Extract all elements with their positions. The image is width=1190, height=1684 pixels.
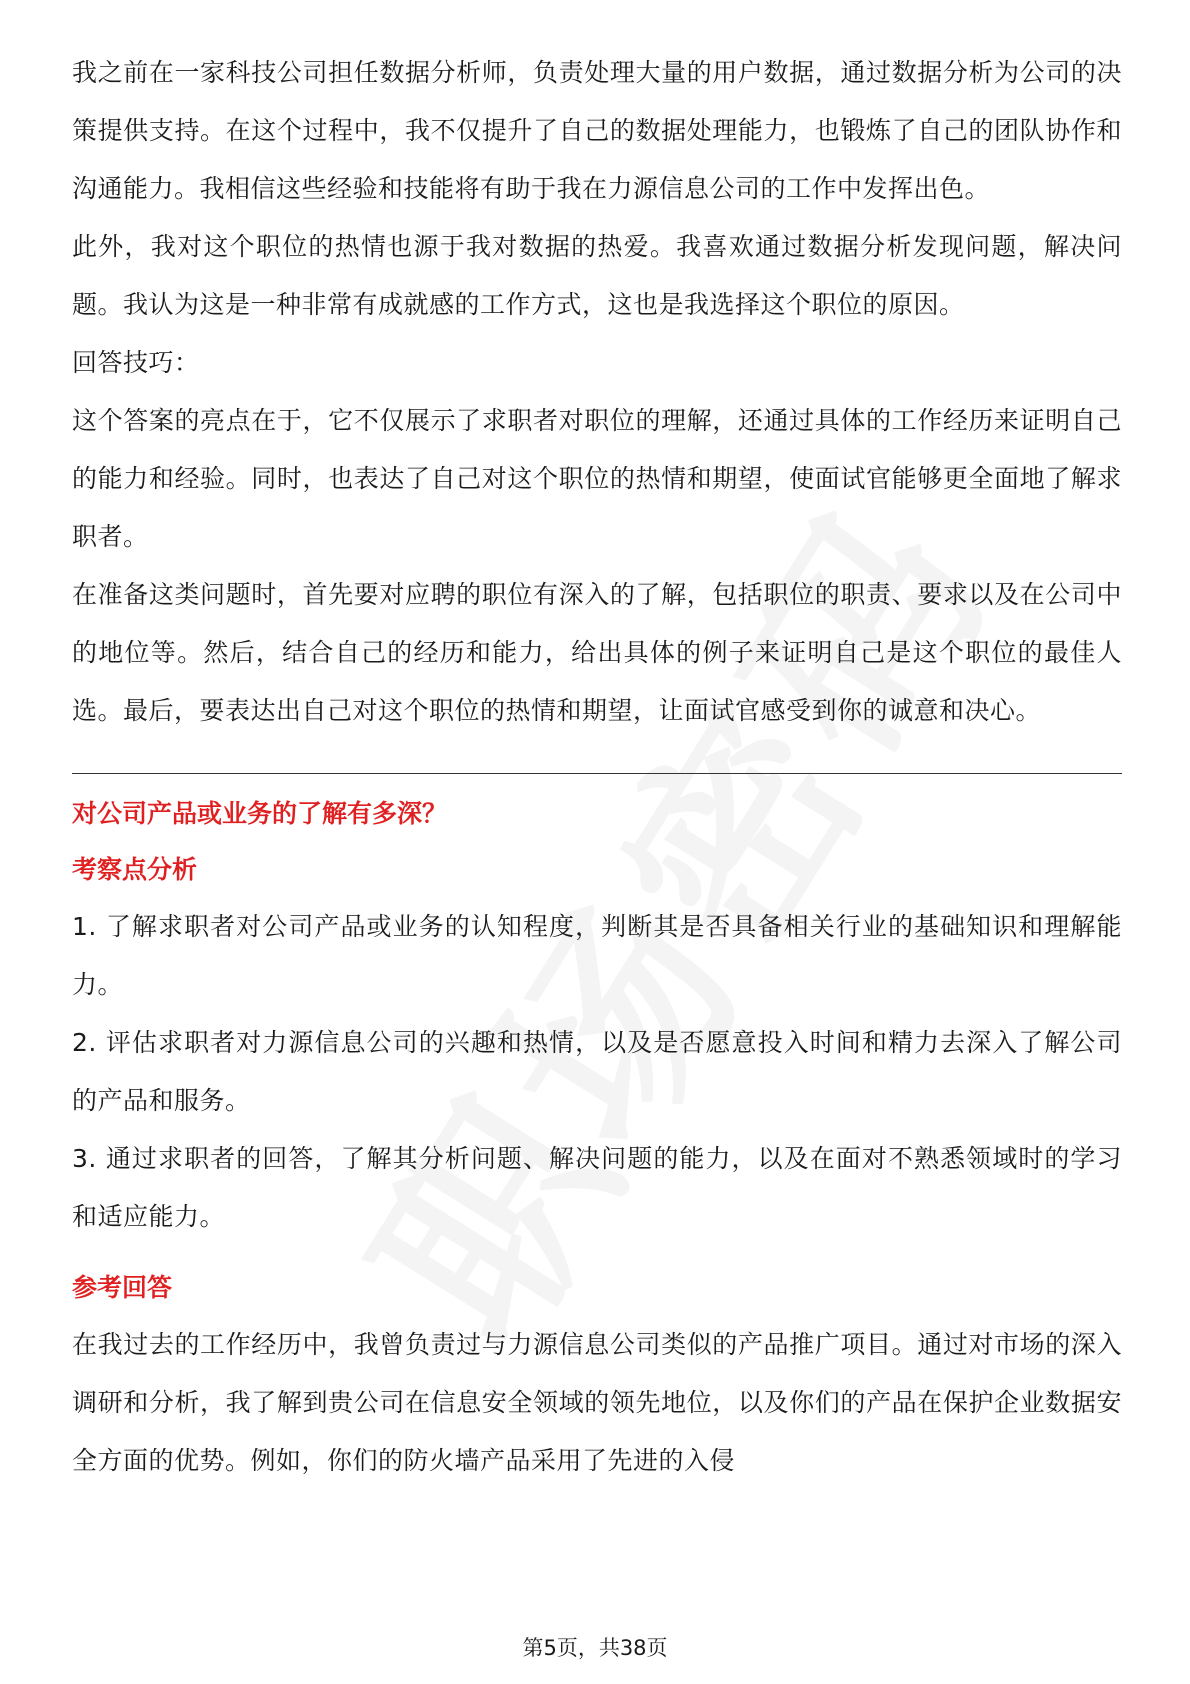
analysis-point-1: 1. 了解求职者对公司产品或业务的认知程度，判断其是否具备相关行业的基础知识和理解能力。 (72, 912, 1122, 999)
tips-label: 回答技巧： (72, 348, 200, 377)
analysis-point-3: 3. 通过求职者的回答，了解其分析问题、解决问题的能力，以及在面对不熟悉领域时的学习和适应能力。 (72, 1144, 1122, 1231)
analysis-heading: 考察点分析 (72, 855, 198, 884)
answer-paragraph: 在我过去的工作经历中，我曾负责过与力源信息公司类似的产品推广项目。通过对市场的深入调研和分析，我了解到贵公司在信息安全领域的领先地位，以及你们的产品在保护企业数据安全方面的优势。例如，你们的防火墙产品采用了先进的入侵 (72, 1330, 1122, 1475)
paragraph-passion: 此外，我对这个职位的热情也源于我对数据的热爱。我喜欢通过数据分析发现问题，解决问题。我认为这是一种非常有成就感的工作方式，这也是我选择这个职位的原因。 (72, 232, 1122, 319)
paragraph-experience: 我之前在一家科技公司担任数据分析师，负责处理大量的用户数据，通过数据分析为公司的决策提供支持。在这个过程中，我不仅提升了自己的数据处理能力，也锻炼了自己的团队协作和沟通能力。我相信这些经验和技能将有助于我在力源信息公司的工作中发挥出色。 (72, 58, 1122, 203)
document-page (72, 44, 1122, 1490)
page-footer: 第5页，共38页 (522, 1636, 668, 1660)
answer-heading: 参考回答 (72, 1273, 173, 1302)
analysis-point-2: 2. 评估求职者对力源信息公司的兴趣和热情，以及是否愿意投入时间和精力去深入了解公司的产品和服务。 (72, 1028, 1122, 1115)
paragraph-tips-preparation: 在准备这类问题时，首先要对应聘的职位有深入的了解，包括职位的职责、要求以及在公司中的地位等。然后，结合自己的经历和能力，给出具体的例子来证明自己是这个职位的最佳人选。最后，要表达出自己对这个职位的热情和期望，让面试官感受到你的诚意和决心。 (72, 580, 1122, 725)
section-divider (72, 773, 1122, 774)
paragraph-tips-highlight: 这个答案的亮点在于，它不仅展示了求职者对职位的理解，还通过具体的工作经历来证明自己的能力和经验。同时，也表达了自己对这个职位的热情和期望，使面试官能够更全面地了解求职者。 (72, 406, 1122, 551)
question-title: 对公司产品或业务的了解有多深？ (72, 799, 448, 828)
